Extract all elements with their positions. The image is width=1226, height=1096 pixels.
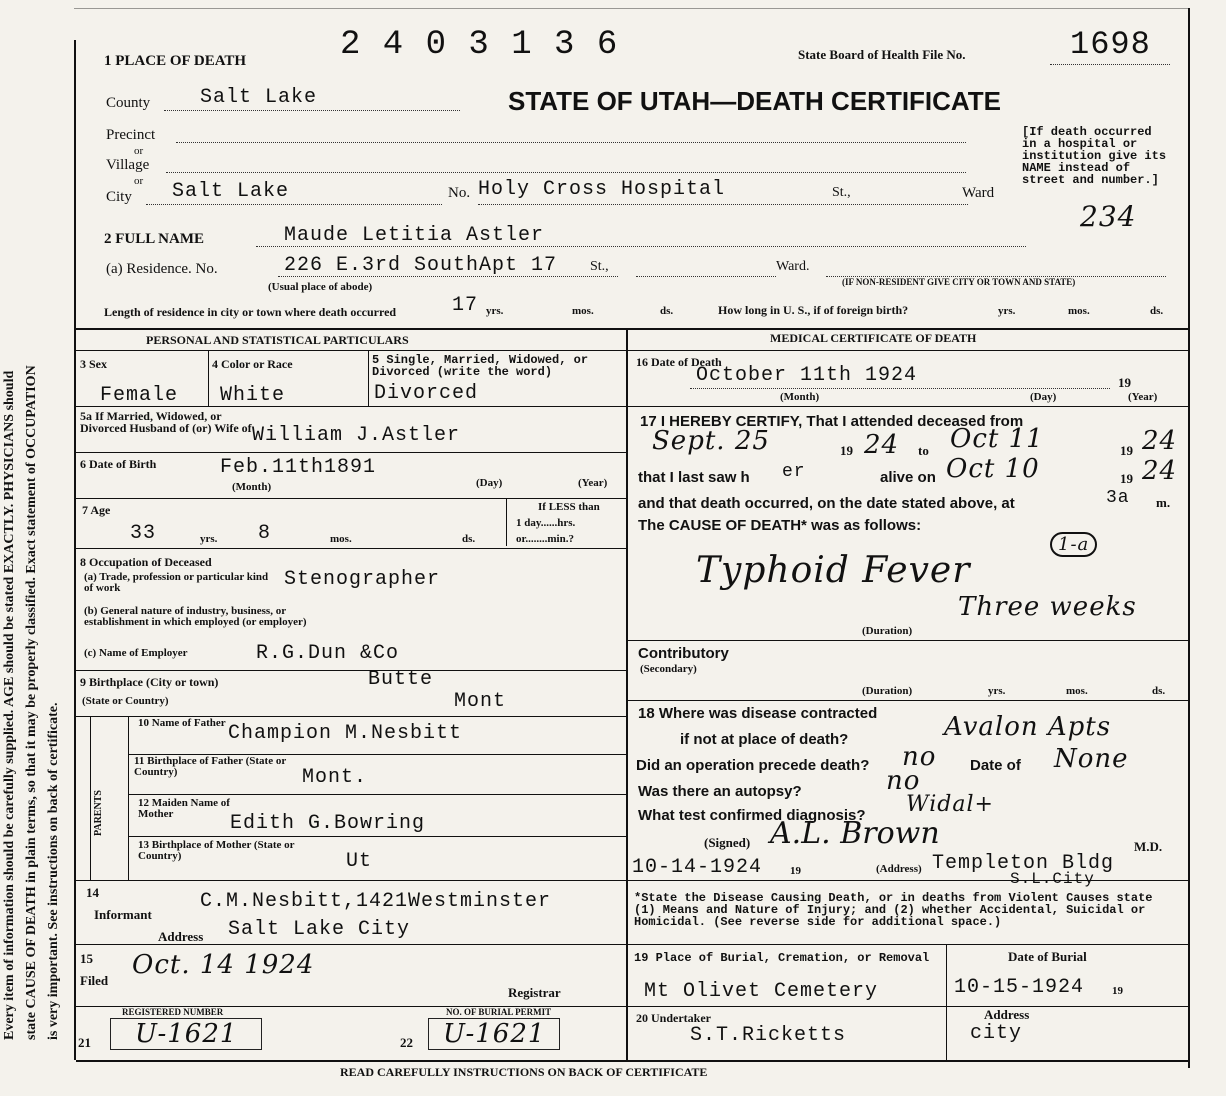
non-resident-note: (IF NON-RESIDENT GIVE CITY OR TOWN AND STATE)	[842, 277, 1076, 287]
father-birthplace: Mont.	[302, 766, 368, 789]
physician-signature: A.L. Brown	[770, 816, 940, 851]
side-note-1: Every item of information should be carefully supplied. AGE should be stated EXACTLY. PHYSICIANS should	[2, 370, 17, 1040]
to-nineteen: 19	[1120, 443, 1133, 458]
right-border	[1188, 8, 1190, 1068]
informant-value: C.M.Nesbitt,1421Westminster	[200, 890, 552, 913]
spouse-label: 5a If Married, Widowed, or Divorced Husband of (or) Wife of	[80, 409, 252, 435]
undertaker-value: S.T.Ricketts	[690, 1024, 847, 1047]
hospital-note: [If death occurred in a hospital or institution give its NAME instead of street and number.]	[1022, 125, 1167, 187]
side-note-2: state CAUSE OF DEATH in plain terms, so that it may be properly classified. Exact statement of OCCUPATION	[24, 365, 39, 1040]
birthplace-city: Butte	[368, 668, 434, 691]
burial-permit-num: 22	[400, 1035, 413, 1050]
age-label: 7 Age	[82, 503, 111, 517]
residence-value: 226 E.3rd SouthApt 17	[284, 254, 558, 277]
length-label: Length of residence in city or town where death occurred	[104, 305, 397, 319]
occurred-m: m.	[1156, 495, 1171, 510]
from-nineteen: 19	[840, 443, 853, 458]
length-yrs-label: yrs.	[486, 305, 504, 317]
informant-address: Salt Lake City	[228, 918, 411, 941]
village-label: Village	[106, 157, 150, 173]
signed-date: 10-14-1924	[632, 856, 763, 879]
undertaker-label: 20 Undertaker	[636, 1011, 711, 1025]
attended-to: Oct 11	[950, 424, 1044, 454]
dob-value: Feb.11th1891	[220, 456, 377, 479]
date-of-label: Date of	[970, 757, 1021, 774]
section-divider-top	[76, 328, 1188, 330]
registered-number-label: REGISTERED NUMBER	[122, 1007, 224, 1017]
father-label: 10 Name of Father	[138, 717, 226, 729]
residence-label: (a) Residence. No.	[106, 261, 218, 277]
duration2-yrs: yrs.	[988, 685, 1006, 697]
medical-heading: MEDICAL CERTIFICATE OF DEATH	[770, 331, 977, 345]
duration2-mos: mos.	[1066, 685, 1088, 697]
autopsy-value: no	[886, 766, 921, 796]
footer-instructions: READ CAREFULLY INSTRUCTIONS ON BACK OF CERTIFICATE	[340, 1065, 708, 1079]
to-label: to	[918, 443, 929, 458]
registered-value: U-1621	[110, 1018, 262, 1050]
place-of-death-label: 1 PLACE OF DEATH	[104, 53, 247, 69]
length-years: 17	[452, 294, 479, 317]
undertaker-address-label: Address	[984, 1007, 1030, 1022]
color-value: White	[220, 384, 286, 407]
sex-value: Female	[100, 384, 179, 407]
father-value: Champion M.Nesbitt	[228, 722, 463, 745]
age-mos-label: mos.	[330, 533, 352, 545]
occurred-label: and that death occurred, on the date stated above, at	[638, 495, 1015, 512]
date-day: (Day)	[1030, 391, 1057, 403]
industry-label: (b) General nature of industry, business, or establishment in which employed (or employer)	[84, 605, 307, 628]
side-note-3: is very important. See instructions on back of certificate.	[46, 702, 61, 1040]
ward-number: 234	[1080, 200, 1137, 233]
test-label: What test confirmed diagnosis?	[638, 807, 866, 824]
alive-date: Oct 10	[946, 454, 1040, 484]
attended-from-year: 24	[864, 430, 900, 460]
how-long-mos: mos.	[1068, 305, 1090, 317]
physician-address-2: S.L.City	[1010, 870, 1095, 888]
st-label: St.,	[832, 185, 851, 200]
day-hrs-label: 1 day......hrs.	[516, 517, 576, 529]
how-long-yrs: yrs.	[998, 305, 1016, 317]
full-name-label: 2 FULL NAME	[104, 231, 205, 247]
county-value: Salt Lake	[200, 86, 318, 109]
file-no-value: 1698	[1070, 26, 1151, 63]
age-ds-label: ds.	[462, 533, 476, 545]
attended-to-year: 24	[1142, 426, 1178, 456]
file-no-label: State Board of Health File No.	[798, 47, 966, 62]
test-value: Widal+	[906, 792, 994, 817]
date-nineteen: 19	[1118, 375, 1131, 390]
burial-permit-value: U-1621	[428, 1018, 560, 1050]
date-of-value: None	[1054, 744, 1129, 774]
employer-value: R.G.Dun &Co	[256, 642, 400, 665]
where-label: 18 Where was disease contracted	[638, 705, 878, 722]
street-no-value: Holy Cross Hospital	[478, 178, 726, 201]
occurred-time: 3a	[1106, 488, 1130, 508]
cause-code: 1-a	[1050, 532, 1097, 557]
filed-number: 15	[80, 951, 93, 966]
column-divider	[626, 328, 628, 1060]
marital-value: Divorced	[374, 382, 479, 405]
duration2-label: (Duration)	[862, 685, 913, 697]
operation-value: no	[902, 742, 937, 772]
secondary-label: (Secondary)	[640, 663, 697, 675]
occupation-label: 8 Occupation of Deceased	[80, 555, 212, 569]
registrar-label: Registrar	[508, 985, 561, 1000]
address-label: (Address)	[876, 863, 922, 875]
md-label: M.D.	[1134, 839, 1163, 854]
alive-label: alive on	[880, 469, 936, 486]
burial-permit-label: NO. OF BURIAL PERMIT	[446, 1007, 552, 1017]
date-of-death-label: 16 Date of Death	[636, 355, 722, 369]
alive-nineteen: 19	[1120, 471, 1133, 486]
sex-label: 3 Sex	[80, 357, 107, 371]
informant-number: 14	[86, 885, 99, 900]
date-month: (Month)	[780, 391, 820, 403]
dob-label: 6 Date of Birth	[80, 457, 157, 471]
cause-label: The CAUSE OF DEATH* was as follows:	[638, 517, 922, 534]
less-than-label: If LESS than	[538, 501, 600, 513]
date-year: (Year)	[1128, 391, 1158, 403]
county-label: County	[106, 95, 151, 111]
usual-place-note: (Usual place of abode)	[268, 281, 373, 293]
color-label: 4 Color or Race	[212, 357, 293, 371]
alive-year: 24	[1142, 456, 1178, 486]
dob-month: (Month)	[232, 481, 272, 493]
where-note: if not at place of death?	[680, 731, 849, 748]
date-of-death-value: October 11th 1924	[696, 364, 918, 387]
contributory-label: Contributory	[638, 645, 729, 662]
residence-st-label: St.,	[590, 259, 609, 274]
birthplace-state-label: (State or Country)	[82, 695, 169, 707]
parents-label: PARENTS	[93, 790, 104, 836]
length-mos-label: mos.	[572, 305, 594, 317]
last-saw-suffix: er	[782, 462, 806, 482]
city-value: Salt Lake	[172, 180, 290, 203]
mother-label: 12 Maiden Name of Mother	[138, 797, 230, 820]
state-note: *State the Disease Causing Death, or in deaths from Violent Causes state (1) Means and Nature of Injury; and (2) whether Accidental, Suicidal or Homicidal. (See reverse side for additional space.)	[634, 891, 1153, 929]
filed-label: Filed	[80, 973, 109, 988]
or-1: or	[134, 145, 144, 157]
mother-value: Edith G.Bowring	[230, 812, 426, 835]
signed-nineteen: 19	[790, 865, 801, 877]
registered-num: 21	[78, 1035, 91, 1050]
full-name-value: Maude Letitia Astler	[284, 224, 545, 247]
duration-value: Three weeks	[958, 592, 1137, 622]
dob-day: (Day)	[476, 477, 503, 489]
mother-birthplace: Ut	[346, 850, 373, 873]
birthplace-label: 9 Birthplace (City or town)	[80, 675, 219, 689]
age-months: 8	[258, 522, 272, 545]
mother-birthplace-label: 13 Birthplace of Mother (State or Country)	[138, 839, 295, 862]
burial-date-label: Date of Burial	[1008, 949, 1087, 964]
operation-label: Did an operation precede death?	[636, 757, 870, 774]
physician-address: Templeton Bldg	[932, 852, 1115, 875]
cause-value: Typhoid Fever	[696, 550, 971, 591]
registration-number: 2 4 0 3 1 3 6	[340, 26, 619, 64]
undertaker-address: city	[970, 1022, 1023, 1045]
occupation-value: Stenographer	[284, 568, 441, 591]
last-saw-label: that I last saw h	[638, 469, 750, 486]
attended-from: Sept. 25	[652, 426, 770, 456]
city-label: City	[106, 189, 132, 205]
residence-ward-label: Ward.	[776, 259, 810, 274]
personal-heading: PERSONAL AND STATISTICAL PARTICULARS	[146, 333, 409, 347]
how-long-ds: ds.	[1150, 305, 1164, 317]
or-2: or	[134, 175, 144, 187]
duration2-ds: ds.	[1152, 685, 1166, 697]
spouse-value: William J.Astler	[252, 424, 461, 447]
age-yrs-label: yrs.	[200, 533, 218, 545]
top-border	[74, 8, 1190, 9]
employer-label: (c) Name of Employer	[84, 647, 188, 659]
or-min-label: or........min.?	[516, 533, 574, 545]
dob-year: (Year)	[578, 477, 608, 489]
burial-place-value: Mt Olivet Cemetery	[644, 980, 879, 1003]
burial-nineteen: 19	[1112, 985, 1123, 997]
certificate-title: STATE OF UTAH—DEATH CERTIFICATE	[508, 86, 1001, 116]
autopsy-label: Was there an autopsy?	[638, 783, 802, 800]
how-long-label: How long in U. S., if of foreign birth?	[718, 303, 909, 317]
birthplace-state: Mont	[454, 690, 507, 713]
length-ds-label: ds.	[660, 305, 674, 317]
ward-label: Ward	[962, 185, 995, 201]
certify-label: 17 I HEREBY CERTIFY, That I attended deceased from	[640, 413, 1024, 430]
informant-label: Informant	[94, 907, 152, 922]
burial-date-value: 10-15-1924	[954, 976, 1085, 999]
informant-address-label: Address	[158, 929, 204, 944]
where-value: Avalon Apts	[944, 712, 1112, 742]
no-label: No.	[448, 185, 471, 201]
left-border	[74, 40, 76, 1060]
precinct-label: Precinct	[106, 127, 156, 143]
marital-label: 5 Single, Married, Widowed, or Divorced (write the word)	[372, 353, 589, 379]
signed-label: (Signed)	[704, 835, 751, 850]
trade-label: (a) Trade, profession or particular kind of work	[84, 571, 269, 594]
duration-label: (Duration)	[862, 625, 913, 637]
burial-place-label: 19 Place of Burial, Cremation, or Removal	[634, 951, 930, 965]
filed-date: Oct. 14 1924	[132, 950, 315, 980]
age-years: 33	[130, 522, 157, 545]
father-birthplace-label: 11 Birthplace of Father (State or Country)	[134, 755, 287, 778]
